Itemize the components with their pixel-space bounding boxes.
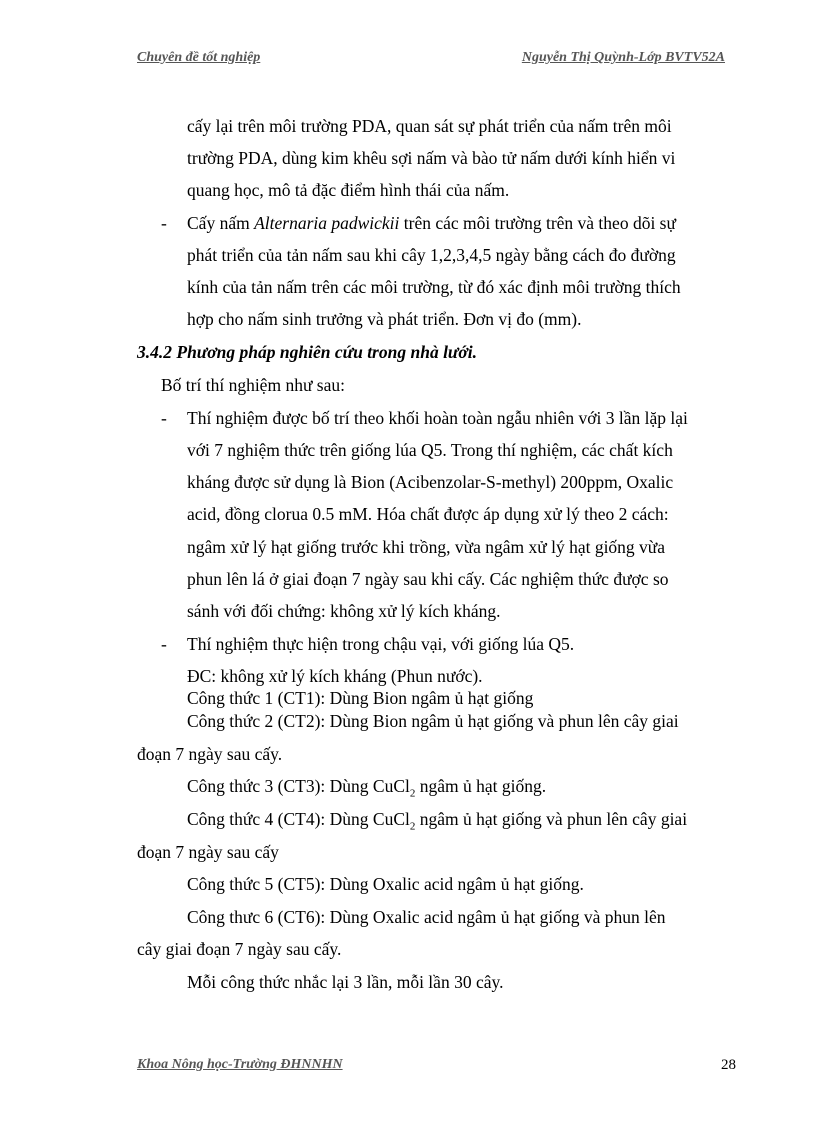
paragraph-line [187, 809, 687, 833]
bullet-dash: - [161, 408, 167, 428]
paragraph-line: ĐC: không xử lý kích kháng (Phun nước). [187, 666, 483, 686]
paragraph-line: quang học, mô tả đặc điểm hình thái của nấm. [187, 180, 510, 200]
text-run: ngâm ủ hạt giống và phun lên cây giai [415, 809, 688, 829]
paragraph-line: Công thức 2 (CT2): Dùng Bion ngâm ủ hạt giống và phun lên cây giai [187, 711, 679, 731]
text-run: Công thức 4 (CT4): Dùng CuCl [187, 809, 410, 829]
page-number: 28 [721, 1057, 736, 1073]
section-heading: 3.4.2 Phương pháp nghiên cứu trong nhà lưới. [137, 342, 478, 362]
subscript: 2 [409, 820, 416, 833]
species-name: Alternaria padwickii [254, 213, 400, 233]
paragraph-line: sánh với đối chứng: không xử lý kích kháng. [187, 601, 501, 621]
paragraph-line: cây giai đoạn 7 ngày sau cấy. [137, 939, 342, 959]
paragraph-line: Công thưc 6 (CT6): Dùng Oxalic acid ngâm ủ hạt giống và phun lên [187, 907, 666, 927]
paragraph-line: Công thức 5 (CT5): Dùng Oxalic acid ngâm ủ hạt giống. [187, 874, 584, 894]
paragraph-line: phát triển của tản nấm sau khi cây 1,2,3,4,5 ngày bằng cách đo đường [187, 245, 676, 265]
header-title: Chuyên đề tốt nghiệp [137, 50, 261, 65]
paragraph-line: Bố trí thí nghiệm như sau: [161, 375, 345, 395]
bullet-dash: - [161, 634, 167, 654]
paragraph-line: Công thức 1 (CT1): Dùng Bion ngâm ủ hạt giống [187, 688, 534, 708]
bullet-dash: - [161, 213, 167, 233]
paragraph-line: hợp cho nấm sinh trưởng và phát triển. Đơn vị đo (mm). [187, 309, 582, 329]
paragraph-line: đoạn 7 ngày sau cấy [137, 842, 279, 862]
paragraph-line: kháng được sử dụng là Bion (Acibenzolar-S-methyl) 200ppm, Oxalic [187, 472, 674, 492]
paragraph-line: acid, đồng clorua 0.5 mM. Hóa chất được áp dụng xử lý theo 2 cách: [187, 504, 669, 524]
paragraph-line: cấy lại trên môi trường PDA, quan sát sự phát triển của nấm trên môi [187, 116, 672, 136]
paragraph-line: trường PDA, dùng kim khêu sợi nấm và bào tử nấm dưới kính hiển vi [187, 148, 676, 168]
paragraph-line: Thí nghiệm được bố trí theo khối hoàn toàn ngẫu nhiên với 3 lần lặp lại [187, 408, 688, 428]
paragraph-line: đoạn 7 ngày sau cấy. [137, 744, 283, 764]
paragraph-line [187, 776, 546, 800]
text-run: Cấy nấm [187, 213, 255, 233]
text-run: ngâm ủ hạt giống. [415, 776, 547, 796]
text-run: trên các môi trường trên và theo dõi sự [399, 213, 676, 233]
paragraph-line: kính của tản nấm trên các môi trường, từ đó xác định môi trường thích [187, 277, 681, 297]
paragraph-line: ngâm xử lý hạt giống trước khi trồng, vừa ngâm xử lý hạt giống vừa [187, 537, 666, 557]
paragraph-line: Thí nghiệm thực hiện trong chậu vại, với giống lúa Q5. [187, 634, 575, 654]
paragraph-line: với 7 nghiệm thức trên giống lúa Q5. Trong thí nghiệm, các chất kích [187, 440, 673, 460]
paragraph-line: Mỗi công thức nhắc lại 3 lần, mỗi lần 30 cây. [187, 972, 504, 992]
text-run: Công thức 3 (CT3): Dùng CuCl [187, 776, 410, 796]
footer-department: Khoa Nông học-Trường ĐHNNHN [137, 1057, 343, 1072]
subscript: 2 [409, 787, 416, 800]
header-author: Nguyễn Thị Quỳnh-Lớp BVTV52A [521, 50, 725, 65]
paragraph-line [187, 213, 676, 234]
paragraph-line: phun lên lá ở giai đoạn 7 ngày sau khi cấy. Các nghiệm thức được so [187, 569, 669, 589]
